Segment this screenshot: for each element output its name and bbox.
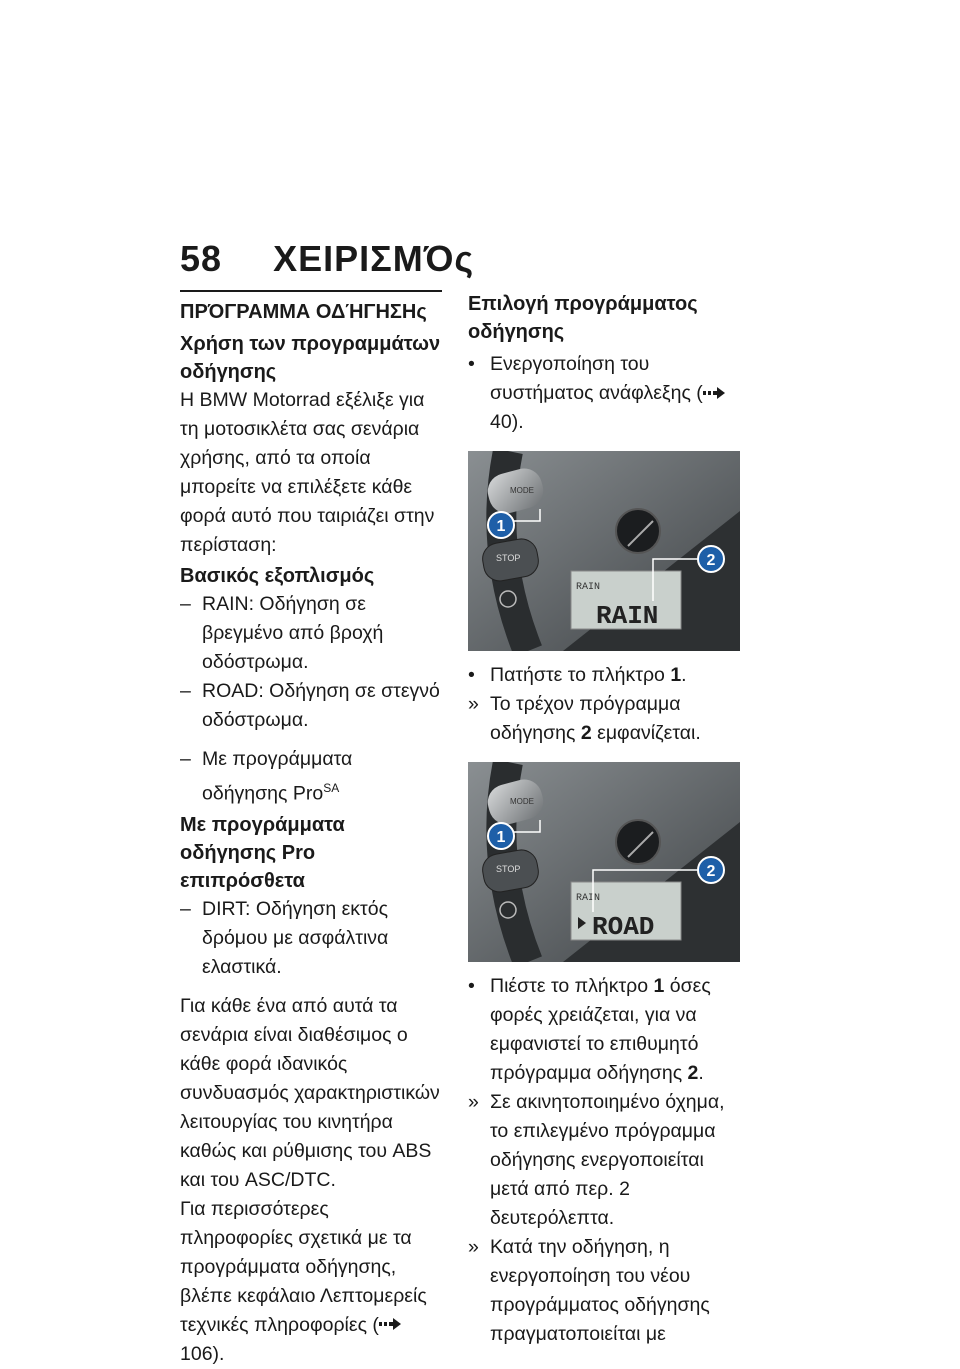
intro-paragraph: Η BMW Motorrad εξέλιξε για τη μοτοσικλέτα σας σενάρια χρήσης, από τα οποία μπορείτε να επιλέξετε κάθε φορά αυτό που ταιριάζει στην περίσταση: (180, 389, 435, 556)
figure-mode-button-road (468, 762, 740, 962)
result-marker: » (468, 693, 479, 715)
display-mode-small: RAIN (576, 582, 601, 593)
dash-marker: – (180, 897, 191, 920)
figure-mode-button-rain (468, 451, 740, 651)
list-item: – Με προγράμματα οδήγησης Pro$^{SA}$ (180, 745, 442, 809)
page-reference[interactable]: 106 (180, 1342, 213, 1365)
arrow-right-icon (379, 1317, 401, 1331)
section-rule (180, 290, 442, 292)
dash-marker: – (180, 593, 191, 615)
stop-button-label: STOP (496, 553, 521, 563)
list-item: » Κατά την οδήγηση, η ενεργοποίηση του νέου προγράμματος οδήγησης πραγματοποιείται με (468, 1233, 740, 1349)
dash-marker: – (180, 680, 191, 702)
list-item: – ROAD: Οδήγηση σε στεγνό οδόστρωμα. (180, 677, 442, 735)
subsection-title-pro: Με προγράμματα οδήγησης Pro επιπρόσθετα (180, 813, 345, 892)
result-marker: » (468, 1091, 479, 1113)
left-column (180, 290, 442, 1369)
section-title: ΠΡΌΓΡΑΜΜΑ ΟΔΉΓΗΣΗς (180, 301, 427, 323)
stop-button-label: STOP (496, 864, 521, 874)
svg-text:1: 1 (496, 518, 506, 535)
svg-text:2: 2 (706, 863, 716, 880)
list-item: – DIRT: Οδήγηση εκτός δρόμου με ασφάλτινα ελαστικά. (180, 895, 442, 982)
bullet-marker: • (468, 975, 475, 997)
list-item: • Πατήστε το πλήκτρο 1. (468, 661, 740, 690)
page-reference[interactable]: 40 (490, 411, 512, 433)
page-header (180, 238, 474, 280)
bullet-marker: • (468, 353, 475, 375)
list-item: » Το τρέχον πρόγραμμα οδήγησης 2 εμφανίζεται. (468, 690, 740, 748)
svg-text:1: 1 (496, 829, 506, 846)
arrow-right-icon (703, 386, 725, 400)
mode-button-label: MODE (510, 486, 534, 495)
page-number: 58 (180, 238, 223, 279)
chapter-title: ΧΕΙΡΙΣΜΌς (273, 238, 475, 279)
list-item: • Ενεργοποίηση του συστήματος ανάφλεξης ( 40). (468, 350, 740, 437)
result-marker: » (468, 1236, 479, 1258)
display-mode-small: RAIN (576, 893, 601, 904)
subsection-title-basic: Βασικός εξοπλισμός (180, 565, 375, 587)
scenarios-paragraph: Για κάθε ένα από αυτά τα σενάρια είναι διαθέσιμος ο κάθε φορά ιδανικός συνδυασμός χαρακτηριστικών λειτουργίας του κινητήρα καθώς και ρύθμισης του ABS και του ASC/DTC. (180, 994, 440, 1191)
mode-button-label: MODE (510, 797, 534, 806)
display-mode-big: ROAD (592, 912, 655, 942)
subsection-title-usage: Χρήση των προγραμμάτων οδήγησης (180, 333, 441, 383)
display-mode-big: RAIN (596, 601, 659, 631)
right-column (468, 290, 740, 1349)
more-info-paragraph: Για περισσότερες πληροφορίες σχετικά με τα προγράμματα οδήγησης, βλέπε κεφάλαιο Λεπτομερείς τεχνικές πληροφορίες ( 106). (180, 1197, 427, 1365)
list-item: • Πιέστε το πλήκτρο 1 όσες φορές χρειάζεται, για να εμφανιστεί το επιθυμητό πρόγραμμα οδήγησης 2. (468, 972, 740, 1088)
list-item: – RAIN: Οδήγηση σε βρεγμένο από βροχή οδόστρωμα. (180, 590, 442, 677)
list-item: » Σε ακινητοποιημένο όχημα, το επιλεγμένο πρόγραμμα οδήγησης ενεργοποιείται μετά από περ. 2 δευτερόλεπτα. (468, 1088, 740, 1233)
bullet-marker: • (468, 664, 475, 686)
dash-marker: – (180, 748, 191, 770)
sa-superscript: SA (323, 781, 340, 795)
procedure-title: Επιλογή προγράμματος οδήγησης (468, 293, 698, 343)
svg-text:2: 2 (706, 552, 716, 569)
